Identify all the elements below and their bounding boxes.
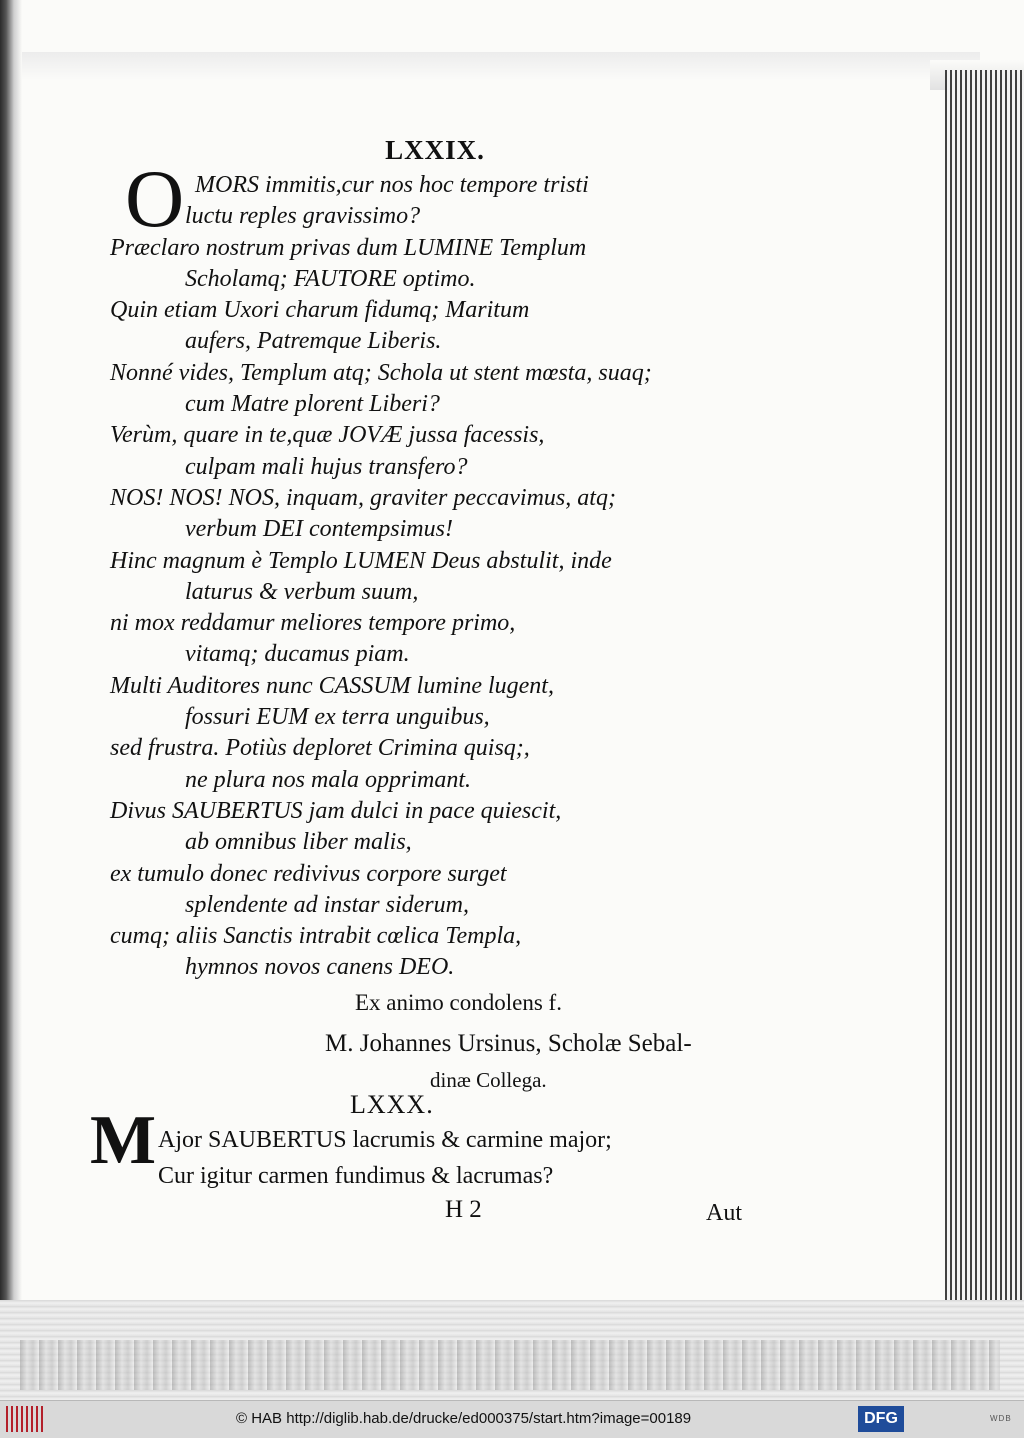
poem-line: verbum DEI contempsimus! — [185, 516, 453, 543]
author-name: M. Johannes Ursinus, Scholæ Sebal- — [325, 1030, 692, 1057]
catchword: Aut — [706, 1200, 742, 1226]
poem-line: Divus SAUBERTUS jam dulci in pace quiescit, — [110, 797, 562, 824]
poem-line: culpam mali hujus transfero? — [185, 453, 468, 480]
poem-line: MORS immitis,cur nos hoc tempore tristi — [195, 172, 589, 198]
signature-mark: H 2 — [445, 1196, 482, 1223]
poem-line: Ajor SAUBERTUS lacrumis & carmine major; — [158, 1127, 612, 1153]
poem-line: Quin etiam Uxori charum fidumq; Maritum — [110, 297, 530, 324]
drop-capital: O — [125, 153, 185, 244]
condolence-signoff: Ex animo condolens f. — [355, 990, 562, 1015]
viewer-footer — [0, 1400, 1024, 1438]
hab-logo-icon[interactable] — [6, 1406, 46, 1432]
poem-line: ne plura nos mala opprimant. — [185, 766, 472, 793]
page-stack-bottom-texture — [20, 1340, 1000, 1390]
poem-line: NOS! NOS! NOS, inquam, graviter peccavimus, atq; — [110, 484, 616, 511]
poem-line: ab omnibus liber malis, — [185, 829, 412, 856]
poem-line: cumq; aliis Sanctis intrabit cœlica Templa, — [110, 923, 522, 950]
drop-capital-2: M — [90, 1102, 157, 1179]
poem-body-2 — [158, 1122, 612, 1194]
poem-line: Multi Auditores nunc CASSUM lumine lugent, — [110, 672, 554, 699]
wdb-mark: WDB — [990, 1414, 1012, 1423]
poem-line: vitamq; ducamus piam. — [185, 641, 410, 668]
poem-line: cum Matre plorent Liberi? — [185, 391, 440, 418]
poem-line: Verùm, quare in te,quæ JOVÆ jussa facessis, — [110, 422, 545, 449]
poem-body — [110, 170, 750, 984]
poem-line: hymnos novos canens DEO. — [185, 954, 455, 981]
author-title: dinæ Collega. — [430, 1068, 547, 1092]
poem-line: Hinc magnum è Templo LUMEN Deus abstulit, inde — [110, 547, 612, 574]
poem-line: aufers, Patremque Liberis. — [185, 328, 442, 355]
poem-line: ex tumulo donec redivivus corpore surget — [110, 860, 507, 887]
poem-line: splendente ad instar siderum, — [185, 891, 469, 918]
poem-line: Nonné vides, Templum atq; Schola ut stent mœsta, suaq; — [110, 359, 652, 386]
poem-line: luctu reples gravissimo? — [185, 203, 421, 230]
poem-line: Præclaro nostrum privas dum LUMINE Templum — [110, 234, 587, 261]
copyright-link[interactable]: © HAB http://diglib.hab.de/drucke/ed000375/start.htm?image=00189 — [236, 1410, 692, 1427]
poem-number-heading: LXXIX. — [385, 135, 485, 165]
poem-line: sed frustra. Potiùs deploret Crimina quisq;, — [110, 735, 530, 762]
poem-line: Cur igitur carmen fundimus & lacrumas? — [158, 1163, 554, 1189]
poem-line: Scholamq; FAUTORE optimo. — [185, 265, 476, 292]
dfg-logo[interactable]: DFG — [858, 1406, 904, 1432]
poem-line: ni mox reddamur meliores tempore primo, — [110, 610, 516, 637]
poem-number-heading-2: LXXX. — [350, 1090, 434, 1119]
poem-line: laturus & verbum suum, — [185, 578, 419, 605]
poem-line: fossuri EUM ex terra unguibus, — [185, 704, 490, 731]
